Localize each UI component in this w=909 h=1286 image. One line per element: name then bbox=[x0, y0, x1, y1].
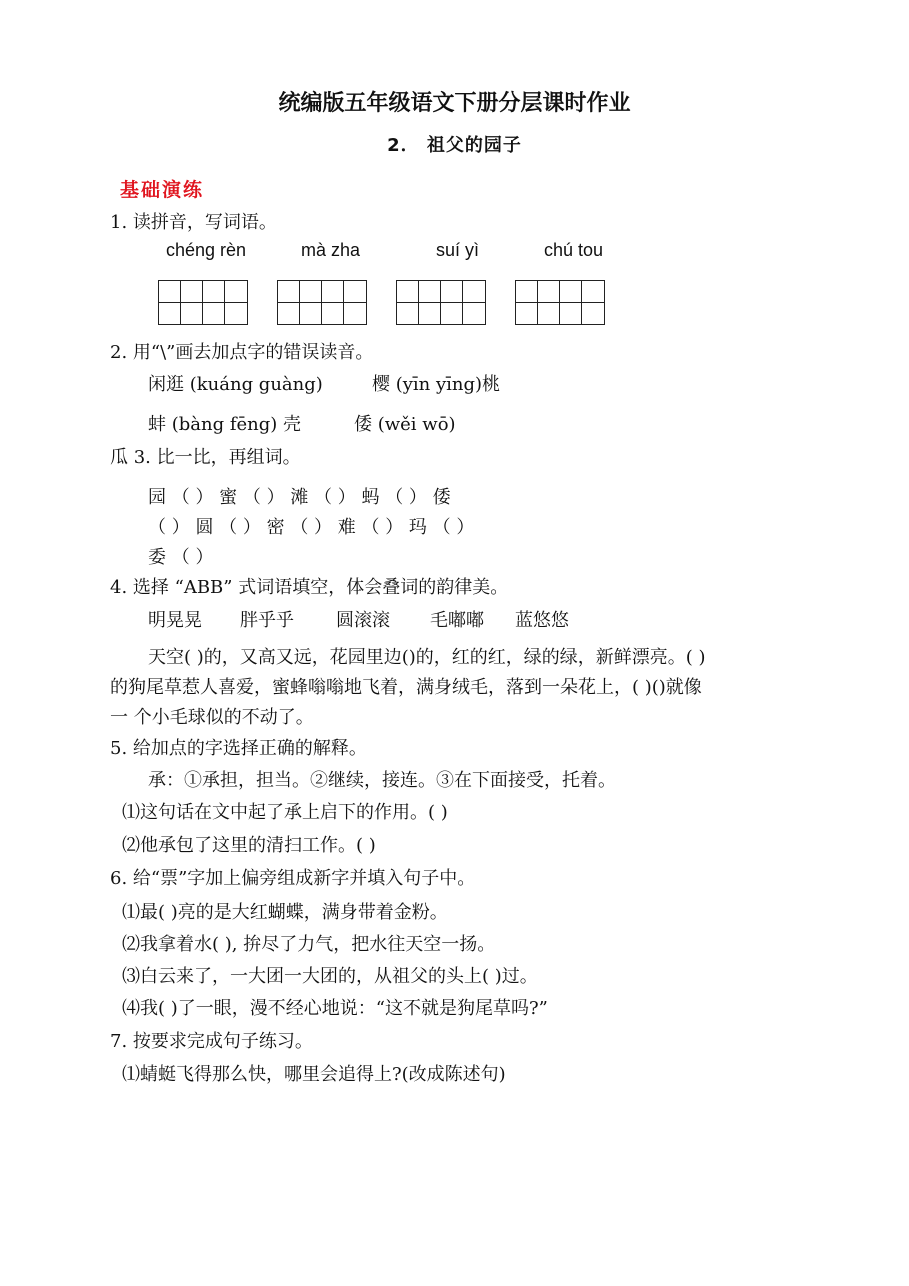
question-1-prompt: 1. 读拼音，写词语。 bbox=[110, 212, 277, 233]
q4-paragraph-line-3: 一 个小毛球似的不动了。 bbox=[110, 707, 314, 728]
question-3-prompt: 瓜 3. 比一比，再组词。 bbox=[110, 447, 301, 468]
word-option-3: 圆滚滚 bbox=[336, 610, 390, 631]
q6-sentence-4: ⑷我( )了一眼，漫不经心地说：“这不就是狗尾草吗?” bbox=[122, 998, 548, 1019]
word-option-5: 蓝悠悠 bbox=[515, 610, 569, 631]
q6-sentence-2: ⑵我拿着水( ), 拚尽了力气，把水往天空一扬。 bbox=[122, 934, 496, 955]
writing-grid-4[interactable] bbox=[515, 280, 605, 325]
q2-item-bangke: 蚌 (bàng fēng) 壳 bbox=[148, 414, 302, 435]
pinyin-4: chú tou bbox=[544, 240, 604, 260]
writing-grid-3[interactable] bbox=[396, 280, 486, 325]
question-2-prompt: 2. 用“\”画去加点字的错误读音。 bbox=[110, 342, 374, 363]
writing-grid-2[interactable] bbox=[277, 280, 367, 325]
q4-paragraph-line-2: 的狗尾草惹人喜爱，蜜蜂嗡嗡地飞着，满身绒毛，落到一朵花上，( )()就像 bbox=[110, 677, 702, 698]
q5-sentence-2: ⑵他承包了这里的清扫工作。( ) bbox=[122, 835, 376, 856]
pinyin-1: chéng rèn bbox=[166, 240, 247, 260]
q7-sentence-1: ⑴蜻蜓飞得那么快，哪里会追得上?(改成陈述句) bbox=[122, 1064, 506, 1085]
word-option-2: 胖乎乎 bbox=[240, 610, 294, 631]
q3-row-2: （ ） 圆 （ ） 密 （ ） 难 （ ） 玛 （ ） bbox=[148, 517, 475, 538]
q4-paragraph-line-1: 天空( )的，又高又远，花园里边()的，红的红，绿的绿，新鲜漂亮。( ) bbox=[148, 647, 706, 668]
q6-sentence-1: ⑴最( )亮的是大红蝴蝶，满身带着金粉。 bbox=[122, 902, 448, 923]
q5-definitions: 承：①承担，担当。②继续，接连。③在下面接受，托着。 bbox=[148, 770, 616, 791]
pinyin-2: mà zha bbox=[301, 240, 361, 260]
q5-sentence-1: ⑴这句话在文中起了承上启下的作用。( ) bbox=[122, 802, 448, 823]
question-4-prompt: 4. 选择 “ABB” 式词语填空，体会叠词的韵律美。 bbox=[110, 577, 509, 598]
lesson-subtitle: 2． 祖父的园子 bbox=[387, 135, 522, 156]
q3-row-1: 园 （ ） 蜜 （ ） 滩 （ ） 蚂 （ ） 倭 bbox=[148, 487, 451, 508]
question-5-prompt: 5. 给加点的字选择正确的解释。 bbox=[110, 738, 367, 759]
q6-sentence-3: ⑶白云来了，一大团一大团的，从祖父的头上( )过。 bbox=[122, 966, 538, 987]
word-option-4: 毛嘟嘟 bbox=[430, 610, 484, 631]
section-heading: 基础演练 bbox=[120, 179, 205, 201]
pinyin-3: suí yì bbox=[436, 240, 480, 260]
question-6-prompt: 6. 给“票”字加上偏旁组成新字并填入句子中。 bbox=[110, 868, 476, 889]
page-title: 统编版五年级语文下册分层课时作业 bbox=[278, 91, 631, 116]
q2-item-yingtao: 樱 (yīn yīng)桃 bbox=[372, 374, 501, 395]
q2-item-xianguang: 闲逛 (kuáng guàng) bbox=[148, 374, 323, 395]
word-option-1: 明晃晃 bbox=[148, 610, 202, 631]
writing-grid-1[interactable] bbox=[158, 280, 248, 325]
question-7-prompt: 7. 按要求完成句子练习。 bbox=[110, 1031, 313, 1052]
q2-item-wo: 倭 (wěi wō) bbox=[354, 414, 456, 435]
q3-row-3: 委 （ ） bbox=[148, 547, 214, 568]
